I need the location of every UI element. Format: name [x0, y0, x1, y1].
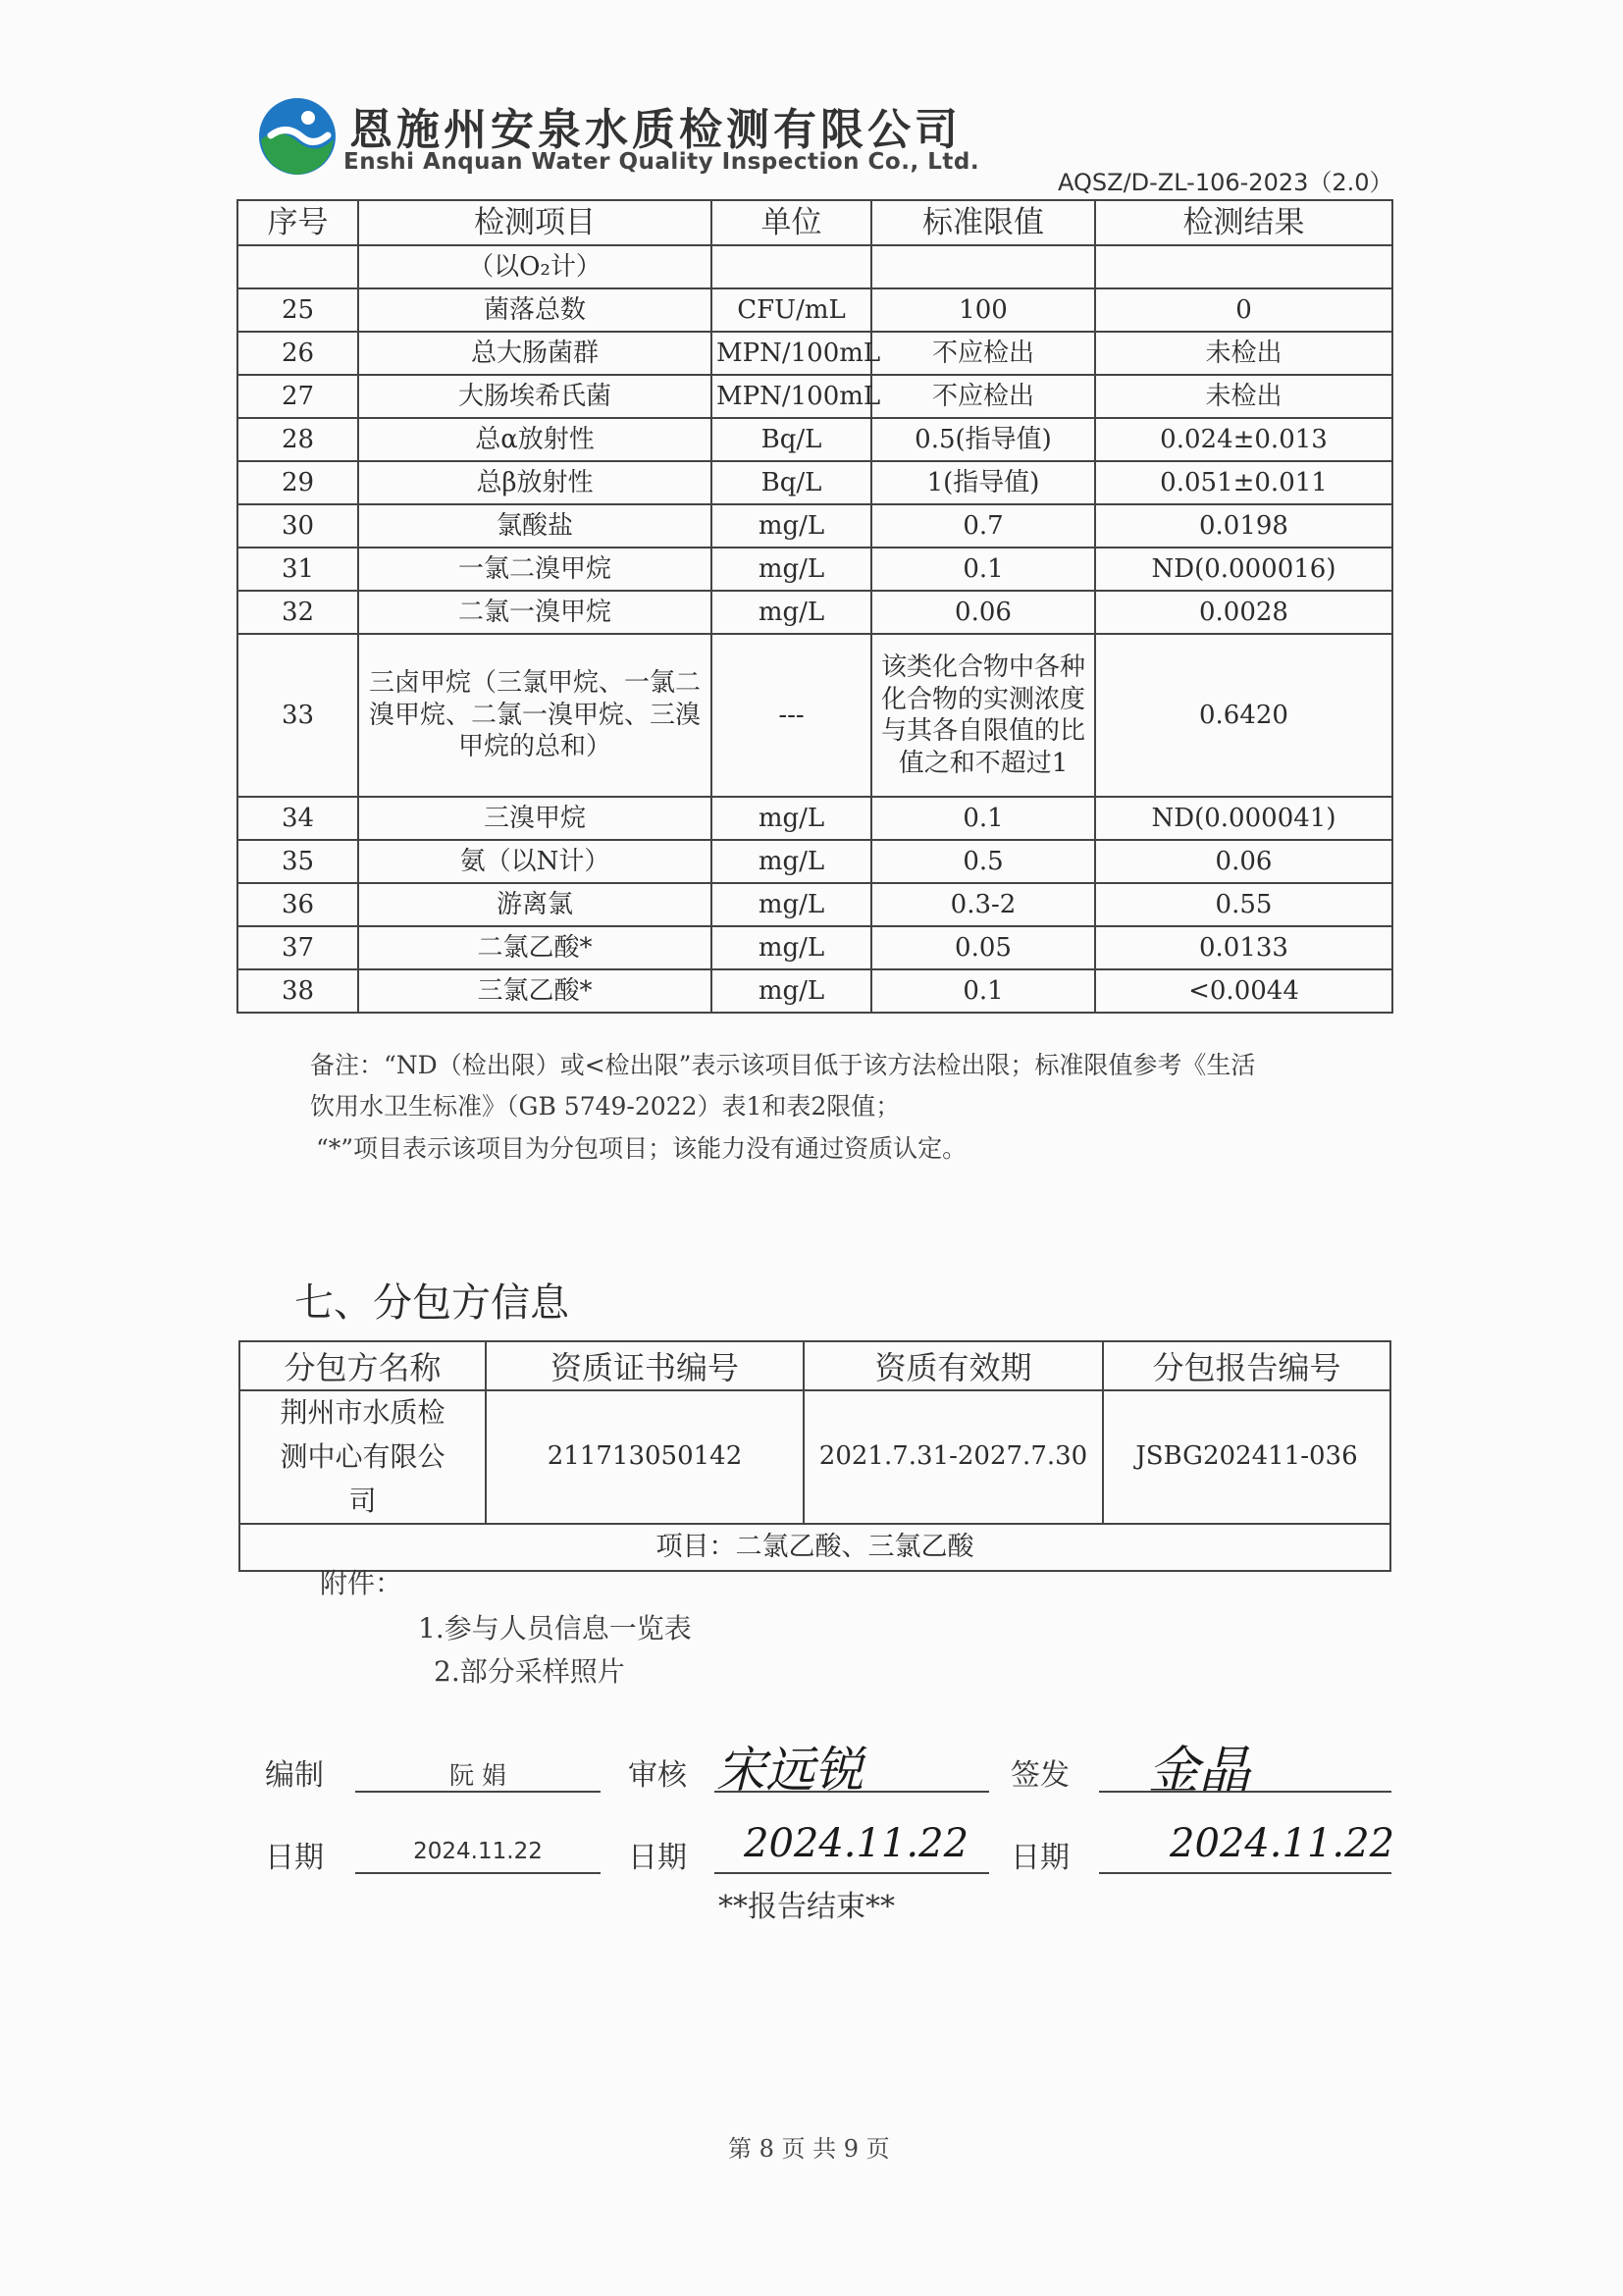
results-table [236, 199, 1393, 1014]
reviewer-signature: 宋远锐 [716, 1742, 864, 1799]
date-label: 日期 [265, 1841, 324, 1875]
cell-limit: 1(指导值) [871, 461, 1095, 504]
review-label: 审核 [628, 1758, 687, 1793]
cell-limit: 0.5(指导值) [871, 418, 1095, 461]
section-title-subcontract: 七、分包方信息 [294, 1280, 569, 1326]
review-line [714, 1791, 989, 1793]
cell-project: 项目：二氯乙酸、三氯乙酸 [239, 1524, 1390, 1570]
cell-item: 总大肠菌群 [358, 332, 711, 375]
note-line-3: “*”项目表示该项目为分包项目；该能力没有通过资质认定。 [316, 1134, 968, 1163]
issue-label: 签发 [1011, 1758, 1070, 1793]
cell-item: 菌落总数 [358, 288, 711, 332]
cell-limit: 0.05 [871, 926, 1095, 969]
page-number: 第 8 页 共 9 页 [728, 2135, 890, 2163]
cell-unit: mg/L [711, 926, 871, 969]
header-validity: 资质有效期 [804, 1341, 1103, 1390]
table-row [237, 634, 1392, 797]
cell-no: 28 [237, 418, 358, 461]
note-line-1: 备注：“ND（检出限）或<检出限”表示该项目低于该方法检出限；标准限值参考《生活 [310, 1051, 1256, 1079]
cell-limit: 0.06 [871, 591, 1095, 634]
company-name-en: Enshi Anquan Water Quality Inspection Co., Ltd. [343, 149, 980, 175]
cell-item: 三卤甲烷（三氯甲烷、一氯二溴甲烷、二氯一溴甲烷、三溴甲烷的总和） [358, 634, 711, 797]
date-label: 日期 [1011, 1841, 1070, 1875]
cell-unit: CFU/mL [711, 288, 871, 332]
cell-limit: 0.5 [871, 840, 1095, 883]
cell-no: 36 [237, 883, 358, 926]
cell-result: 0.0198 [1095, 504, 1392, 548]
cell-item: 二氯一溴甲烷 [358, 591, 711, 634]
cell-unit: mg/L [711, 797, 871, 840]
date-label: 日期 [628, 1841, 687, 1875]
cell-no: 34 [237, 797, 358, 840]
cell-unit: Bq/L [711, 461, 871, 504]
note-line-2: 饮用水卫生标准》（GB 5749-2022）表1和表2限值； [310, 1092, 901, 1121]
cell-validity: 2021.7.31-2027.7.30 [804, 1390, 1103, 1524]
table-header-row [239, 1341, 1390, 1390]
cell-unit: mg/L [711, 591, 871, 634]
cell-sub-name: 荆州市水质检测中心有限公司 [239, 1390, 486, 1524]
header-report-no: 分包报告编号 [1103, 1341, 1390, 1390]
cell-result: 0.024±0.013 [1095, 418, 1392, 461]
compiled-by: 阮 娟 [449, 1761, 506, 1790]
cell-item: 二氯乙酸* [358, 926, 711, 969]
cell-no: 29 [237, 461, 358, 504]
cell-result: 0.06 [1095, 840, 1392, 883]
header-unit: 单位 [711, 200, 871, 245]
header-no: 序号 [237, 200, 358, 245]
cell-cert-no: 211713050142 [486, 1390, 804, 1524]
cell-item: 总α放射性 [358, 418, 711, 461]
compiled-date: 2024.11.22 [413, 1839, 543, 1864]
header-item: 检测项目 [358, 200, 711, 245]
issue-date: 2024.11.22 [1170, 1821, 1395, 1866]
table-row [237, 548, 1392, 591]
review-date: 2024.11.22 [744, 1821, 969, 1866]
cell-limit: 不应检出 [871, 375, 1095, 418]
cell-no: 32 [237, 591, 358, 634]
table-row [237, 245, 1392, 288]
cell-no: 35 [237, 840, 358, 883]
cell-limit: 0.1 [871, 969, 1095, 1013]
cell-item: 氯酸盐 [358, 504, 711, 548]
cell-no: 38 [237, 969, 358, 1013]
cell-no: 27 [237, 375, 358, 418]
cell-result: 0.55 [1095, 883, 1392, 926]
cell-unit: mg/L [711, 840, 871, 883]
header-result: 检测结果 [1095, 200, 1392, 245]
cell-result: 0 [1095, 288, 1392, 332]
cell-result: 0.0133 [1095, 926, 1392, 969]
attachment-item: 1.参与人员信息一览表 [418, 1612, 692, 1644]
cell-limit: 0.1 [871, 797, 1095, 840]
header-cert-no: 资质证书编号 [486, 1341, 804, 1390]
cell-unit: Bq/L [711, 418, 871, 461]
cell-item: 三氯乙酸* [358, 969, 711, 1013]
cell-limit: 0.7 [871, 504, 1095, 548]
cell-no [237, 245, 358, 288]
cell-unit [711, 245, 871, 288]
issue-date-line [1099, 1872, 1391, 1874]
cell-result: ND(0.000016) [1095, 548, 1392, 591]
document-code: AQSZ/D-ZL-106-2023（2.0） [1058, 169, 1393, 196]
cell-item: 三溴甲烷 [358, 797, 711, 840]
attachment-item: 2.部分采样照片 [434, 1655, 625, 1688]
cell-limit: 该类化合物中各种化合物的实测浓度与其各自限值的比值之和不超过1 [871, 634, 1095, 797]
report-end-mark: **报告结束** [718, 1890, 895, 1924]
table-row [237, 926, 1392, 969]
issue-line [1099, 1791, 1391, 1793]
header-limit: 标准限值 [871, 200, 1095, 245]
cell-result: 未检出 [1095, 332, 1392, 375]
cell-item: 一氯二溴甲烷 [358, 548, 711, 591]
cell-unit: mg/L [711, 504, 871, 548]
attachments-title: 附件： [320, 1567, 403, 1599]
cell-result: <0.0044 [1095, 969, 1392, 1013]
cell-item: 游离氯 [358, 883, 711, 926]
issuer-signature: 金晶 [1148, 1742, 1251, 1800]
cell-unit: --- [711, 634, 871, 797]
cell-no: 26 [237, 332, 358, 375]
table-row [237, 504, 1392, 548]
cell-result: ND(0.000041) [1095, 797, 1392, 840]
cell-report-no: JSBG202411-036 [1103, 1390, 1390, 1524]
cell-limit: 100 [871, 288, 1095, 332]
table-row [237, 288, 1392, 332]
company-logo [257, 96, 338, 177]
cell-no: 25 [237, 288, 358, 332]
cell-unit: mg/L [711, 969, 871, 1013]
compiled-date-line [355, 1872, 601, 1874]
table-row [237, 332, 1392, 375]
cell-result: 0.6420 [1095, 634, 1392, 797]
table-row [239, 1524, 1390, 1570]
cell-unit: MPN/100mL [711, 332, 871, 375]
cell-result: 未检出 [1095, 375, 1392, 418]
cell-item: 氨（以N计） [358, 840, 711, 883]
cell-limit [871, 245, 1095, 288]
cell-item: 总β放射性 [358, 461, 711, 504]
table-row [237, 418, 1392, 461]
cell-result: 0.051±0.011 [1095, 461, 1392, 504]
cell-limit: 不应检出 [871, 332, 1095, 375]
cell-unit: mg/L [711, 548, 871, 591]
cell-result [1095, 245, 1392, 288]
table-header-row [237, 200, 1392, 245]
company-name-cn: 恩施州安泉水质检测有限公司 [349, 105, 962, 155]
cell-limit: 0.1 [871, 548, 1095, 591]
cell-limit: 0.3-2 [871, 883, 1095, 926]
compiled-label: 编制 [265, 1758, 324, 1793]
table-row [237, 461, 1392, 504]
table-row [237, 969, 1392, 1013]
table-row [237, 375, 1392, 418]
cell-unit: MPN/100mL [711, 375, 871, 418]
subcontract-table [238, 1340, 1391, 1572]
table-row [237, 840, 1392, 883]
cell-no: 33 [237, 634, 358, 797]
review-date-line [714, 1872, 989, 1874]
cell-no: 37 [237, 926, 358, 969]
cell-item: 大肠埃希氏菌 [358, 375, 711, 418]
cell-no: 30 [237, 504, 358, 548]
table-row [237, 797, 1392, 840]
compiled-line [355, 1791, 601, 1793]
cell-no: 31 [237, 548, 358, 591]
table-row [237, 591, 1392, 634]
cell-item: （以O₂计） [358, 245, 711, 288]
table-row [237, 883, 1392, 926]
table-row [239, 1390, 1390, 1524]
cell-unit: mg/L [711, 883, 871, 926]
cell-result: 0.0028 [1095, 591, 1392, 634]
header-sub-name: 分包方名称 [239, 1341, 486, 1390]
